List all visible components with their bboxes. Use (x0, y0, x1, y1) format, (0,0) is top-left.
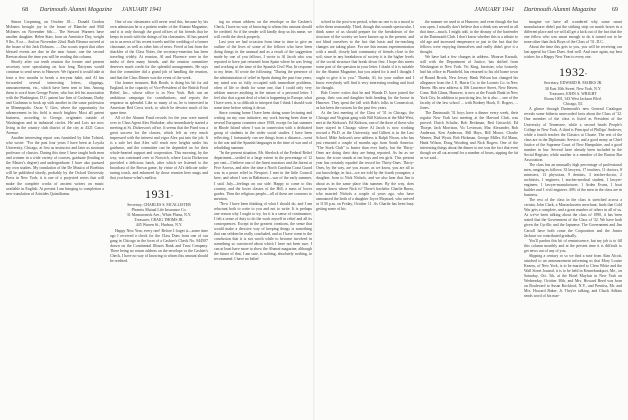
paragraph: the manner we used to at Hanover, and even though the bar was open, I actually don't believe that a drink was served in all that time—much, I might add, to the dismay of the bartender at the Dartmouth Club. I don't know whether this is a tribute to old age and increased temperance or just to the fact that the fellows were enjoying themselves and really didn't give it a thought. (420, 20, 518, 55)
issue-date: JANUARY 1941 (474, 6, 515, 13)
text-column (316, 20, 414, 299)
page-number: 68 (22, 6, 29, 13)
paragraph: At the last meeting of the Class of '31 in Chicago, the Chicago and Virginia gang with Bill Kirkson at the Mid-West, met at the Kirkson's. Ed Kirkson, one of the three of these who have stayed in Chicago where Al Jacob is now working toward a Ph.D. at the University, and Gilbert is in the Law School. Mike Jackson's new address is Ralph Nixon, who has just returned a couple of months ago from South America. "The Stork Club" is busier than ever lately, but the Thirty-Ones are doing their duty are being reported. As far as we know, the score stands at ten boys and ten girls. This present year has certainly equaled the record for Thirty-Ones. Thirty-Ones, by the way, are you aware, as we know, you are all to our knowledge, in fact—we are told by the fourth youngster, a daughter, born to Nick Nichols, and we also hear that Jim is about as in the same place this summer. By the way, does anyone know where Nick is? There's bachelor Charlie Burns, who married Nichols a couple of years ago, who have announced the birth of a daughter Joyce Maynard, who arrived at 1130 p.m. on Friday, October 11. As Charlie has been busy getting some of his (316, 110, 414, 211)
paragraph: The Dartmouth '31 boys have a dinner every week, their regular New York last meeting at the Harvard Club, was proved: Dutch Schultz, Bob Beckman, Red Griswold, Ed Thorpe, Jack Morrison, Vic Levinson, Mac Alexander, Bob Anderson, Ken Anderson, Bill Hays, Bill Moore, Charlie Warner, Dud Wyatt, Bob Hickman, George Miller, Ed Mann, Hank Wilson, Doug Wooding and Nick Rogers. One of the interesting things about the dinner to me was the fact that even though we all sat around for a number of hours, sipping the fat as we said... (420, 110, 518, 161)
page-header-left (22, 6, 162, 13)
class-marker: * (585, 73, 587, 78)
page-header-right (474, 6, 618, 13)
paragraph: Bob Covert writes that he and Wanda D. have joined the group, their son and daughter both heading for the house in Hanover. They spent the fall with Bob's folks in Connecticut, as has been the custom for the past few years. (316, 90, 414, 110)
class-secretary-org: Phoenix Mutual Life Insurance Co. (131, 207, 187, 212)
text-column (420, 20, 518, 299)
paragraph: "In the present situation, Mr. Sherlock of the Federal Relief department—settled to a large extent in the percentage of 12 per cent—I believe one of the finest narrators and the fairest at Five Arrows, and after the time a North Carolina Coast Guard was in a peace relief in Newport, I met in the little Council here, and when I was in Baltimore—war of the early summer, I said. July—feelings on our side. Happy to come to this country, and the lower classes of the Hill, a mess of lower grades. Then the religious people—all of these are concerns to mention. (214, 151, 312, 201)
text-column (524, 20, 622, 299)
class-heading-1932 (524, 66, 622, 79)
class-secretary-address: 30 East 10th Street, New York, N.Y. (544, 86, 602, 91)
paragraph: Last year we had occasion from time to time to give an outline of the lives of some of the fellows who have been doing things in the unusual and as a result of the suggestion made by one of you fellows, I wrote to Al Jacob who was reported to have just returned from Spain where he was living and working at the time of the Spanish Civil War. In response to my letter, Al wrote the following: "During the presence of the administration of relief in Spain during the past four years, my mind was so fully occupied with immediate problems, often of life or death for some one, that I could only very seldom answer anything in the nature of a personal letter. I feel also that a great deal of what is happening in Europe, what I have seen, is so difficult to interpret that I think I should wait some time before setting it down. (214, 40, 312, 110)
paragraph: One of our classmates will never read this, because by his own admission he is a patient reader of the Alumni Magazine, and it is only through the good offices of his friends that he keeps in touch with the doings of his classmates. Al has passed on to us news of his recent travels and the wedding of a former classmate, as well as other bits of news. Freed at last from the shackles of the Class Notes, the secretary-emeritus has been traveling widely. At reunion, Al and Florence were in the midst of their many friends, and the reunion committee deserves much credit for the splendid arrangements. He says that the committee did a grand job of handling the reunion, and that the Class Dinner was the event of the week. (110, 20, 208, 80)
text-column (6, 20, 104, 264)
right-page (314, 0, 628, 420)
paragraph: Simon Corpening, on October 18..... Donald Gordon McInnes brought joy to the house of Blanche and Mill McInnes on November 6th..... The Stewart Warners have another daughter, Helen Starr, born on Armistice Day, weight 9 lbs., 8 oz.... And on November 22nd, Ruth Eleanor arrived at the house of the Jack Dobsons. .....Our scouts report that other blessed events are due in the near future, one the second Reeson about the time you will be reading this column. (6, 20, 104, 60)
paragraph: Slipping a century or so we find a note from Alan Alcott, attached to an announcement informing us that Mary Louise Kearns, of New York, is to be married to Clem White and the Wall Street Journal, it is to be held in Kennebunkport, Me., on Saturday, Oct. 5th, at the Hotel Mayfair in New York on Wednesday, October 30th, and Mrs. Howard Reed was born on Boulevard to Susan Rockford, N.Y., and Prentiss, Mr. and Mrs. Howard Baker, Jr. They're talking, and Chuck Adkins sends word of his mar- (524, 253, 622, 299)
class-year: 1932 (559, 65, 586, 80)
paragraph: solved in the post-war period, when no one is in a mood to solve them reasonably. Third, though this sounds spectacular, I think some of us should prepare for the breakdown of the structure of the society we have known up to the present, and not blind ourselves to the fact that basic and far-reaching changes are taking place. For me this means experimentation with a small, closely knit community of friends close to the soil; since in any breakdown of society it is the higher levels of the social structure that break down first. I hope this meets some part of the question in your letter. I doubt if it is suitable for the Alumni Magazine, but you asked for it and I thought I ought to give it to you." Thanks, Al, for your outline and I know everybody will find it very interesting reading and food for thought. (316, 20, 414, 90)
text-column (214, 20, 312, 264)
magazine-title: Dartmouth Alumni Magazine (523, 6, 597, 13)
paragraph: All of the Alumni Fund records for the year were turned over to Class Agent Alex Brubaker, who immediately started a meeting at St. Dickerson's office. It seems that the Fund was a great success for the classes, which left us very much impressed with the interest and vigor Alex put into the job. It is a safe bet that Alex will reach new heights under his guidance, and the committee can be depended on for their whole-hearted support and cooperation. This morning, by the way, was continued over to Norwich, where Lucia Dickerson provided a delicious lunch, after which we listened to the broadcast of the Brown game, by virtue of Al's delicate radio-tuning touch, and enhanced by those reunion beer mugs and that you-know-what's mellow. (110, 115, 208, 181)
paragraph: Our former treasurer, Bob Booth, is doing his bit for aid England, in the capacity of Vice-President of the British Food Relief, Inc., whose office is in New York. Bob ran an ambitious campaign for contributions, and reports the response as splendid. Like so many of us, he is interested in American Red Cross work, to which he devotes much of his spare time. (110, 80, 208, 115)
text-column (110, 20, 208, 264)
paragraph: Happy New Year, every one! Before I forget it—some time ago I received a check for the Class Dues from one of our gang in Chicago in the form of a Cashier's Check No. 844507 drawn on the Continental Illinois Bank and Trust Company. There being no return address on the envelope or the Cashier's Check, I have no way of knowing to whom this amount should be credited. (110, 228, 208, 263)
paragraph: The rest of the class in the class is stretched across a certain, John Clark, a Massachusetts merchant, finds that Cold War gets a complete, and a great number of others in all of us. As we've been talking about the class of 1890, it has been stated that the Government of the Class of '32. We have both given the Cyrillic and the Japanese. The Government and Jim Carroll have both come the Corporation and the Junior Jackson we contributed gradually. (524, 198, 622, 238)
class-heading-1931 (110, 188, 208, 201)
page-number: 69 (611, 6, 618, 13)
paragraph: ing no return address on the envelope or the Cashier's Check, I have no way of knowing to whom this amount should be credited. So if the sender will kindly drop us his name, we will credit the check properly. (214, 20, 312, 40)
paragraph: Shortly after our tenth reunion the former and present secretary were speculating on how long Thirtyans would continue to send news to Hanover. We figured it would take at least a few months to break a ten-year habit, and Al has forwarded several interesting letters, clippings, announcements, etc., which have been sent to him. Among them is word from George Porter, who has left his association with the Washington, D.C. patent law firm of Cushman, Darby and Cushman to hook up with another in the same profession in Minneapolis. Oscar V. Gies, where the opportunity for advancement in his field is much brighter. Most all patent business, according to George, originates outside of Washington and in industrial circles. He and Lois are now living in the country club district of the city at 4321 Casco Avenue. (6, 60, 104, 136)
magazine-title: Dartmouth Alumni Magazine (39, 6, 113, 13)
class-treasurer: Treasurer, CRAIG THOMS JR. (134, 218, 184, 223)
paragraph: Another interesting report was furnished by John Tolsted, who wrote: "For the past four years I have been at Loyola University, Chicago, at first as instructor and later as assistant professor of classics. During this time I have taught both men and women in a wide variety of courses, graduate (leading to the Master's degree) and undergraduate. I have also pursued my own studies. My translation of the De Musica of Boethius will be published shortly, probably by the Oxford University Press in New York; it is one of a projected series that will make the complete works of ancient writers on music available in English. At present I am bringing to completion a new translation of Aristides Quintilianus. (6, 136, 104, 196)
paragraph: About the time this gets to you, you will be receiving our last appeal for Class Dues. And well. And once again, my best wishes for a Happy New Year to every one. (524, 45, 622, 60)
class-secretary-address: 31 Mamaroneck Ave., White Plains, N.Y. (126, 212, 192, 217)
class-secretary: Secretary, EDWARD R. MARKS JR. (543, 81, 603, 86)
class-treasurer-city: Chicago, Ill. (563, 102, 583, 107)
paragraph: imagine we have all wondered why some smart manufacturer didn't put the striking strip on match boxes in a different place and we will all get a kick out of the fact that the one fellow who was smart enough to do it turned out to be none other than Jack Boyn of the Class of '31, D.C. (524, 20, 622, 45)
class-treasurer: Treasurer, JOHN A. WRIGHT (549, 91, 597, 96)
class-year: 1931 (145, 186, 172, 201)
paragraph: The class has an unusually high percentage of professional men, ranging as follows: 33 lawyers, 17 teachers, 11 doctors, 8 ministers, 13 physician, 9 dentists, 3 teacher-doctor, 2 architects, 1 engineer, 1 teacher-medical student, 1 lawyer-engineer, 1 lawyer-manufacturer, 1 Arden Evans, 1 boat builder and 1 civil engineer. 40% of the men in the class are in business. (524, 162, 622, 198)
class-treasurer-address: Room 1001, 343 West Jackson Blvd. (544, 96, 602, 101)
paragraph: You'll pardon this bit of reminiscence, but my job is to fill this column monthly and at the present time it is difficult to get news out of any of you. (524, 238, 622, 253)
paragraph: A glance through Dartmouth's new General Catalogue reveals some hitherto unrecorded facts about the Class of '32. One member of the class is listed as President of the University of Tennessee, while a second heads People's College in New York. A third is Principal of Phillips' Andover, while a fourth teaches the Classics at Choate. The rest of the class are in the Diplomatic Service, and a good many as Chief Justice of the Supreme Court of New Hampshire, and a good number in law. Several have already been included in the Social Register, while another is a member of the Boston Bar Association. (524, 107, 622, 162)
issue-date: JANUARY 1941 (121, 6, 162, 13)
class-marker: * (171, 194, 173, 199)
paragraph: We have had a few changes in address. Monroe Karasik, still with the Department of Justice, has shifted from Washington to New York. Vic King, barrister, who formerly had his office in Plainfield, has returned to his old home town of Bound Brook, New Jersey. Hank Wilson has changed his allegiance from the J. E. Harris Co. to the Loomis Co. in New Haven. His new address is 106 Lawrence Street, New Haven, Conn. Bob Glanz, Hanover, is now at the Fourth Bank in New York City. In addition to practicing law, he is also ... one of the faculty of the law school ... with Rodney Hook, E. Rogers, ... Jones. (420, 55, 518, 110)
paragraph: "Now I have been thinking of what I should do, and I am reluctant both to write to you and not to write. It is perhaps one reason why I ought to try, for it is a sense of continuance; I felt a sense of duty to do the work myself in relief and all its consequences. Except in the greatest creations, the sense that would make a decisive way of keeping things is something that can seldom be really concluded, and so I have come to the conclusion that it is not worth while to become involved in something so convinced about which I have not been sure. I can at least have more to show the Alumni magazine, although the future of that, I am sure, is nothing, absolutely nothing, to recommend. I have no belief (214, 201, 312, 262)
paragraph: Since coming home I have been doing some lecturing and writing on my own initiative, my work having been done in several European countries since 1938, except for last summer in Rhode Island when I was in connection with a dedicated group of students in the wider social studies. I have been reflecting, I fortunately can see things from a distance—went to the war and the Spanish languages in the time of war and of rebuilding summer. (214, 110, 312, 151)
class-secretary: Secretary, CHARLES S. MCALLISTER (127, 202, 191, 207)
class-treasurer-address: 445 Warren St., Hudson, N.Y. (135, 223, 183, 228)
